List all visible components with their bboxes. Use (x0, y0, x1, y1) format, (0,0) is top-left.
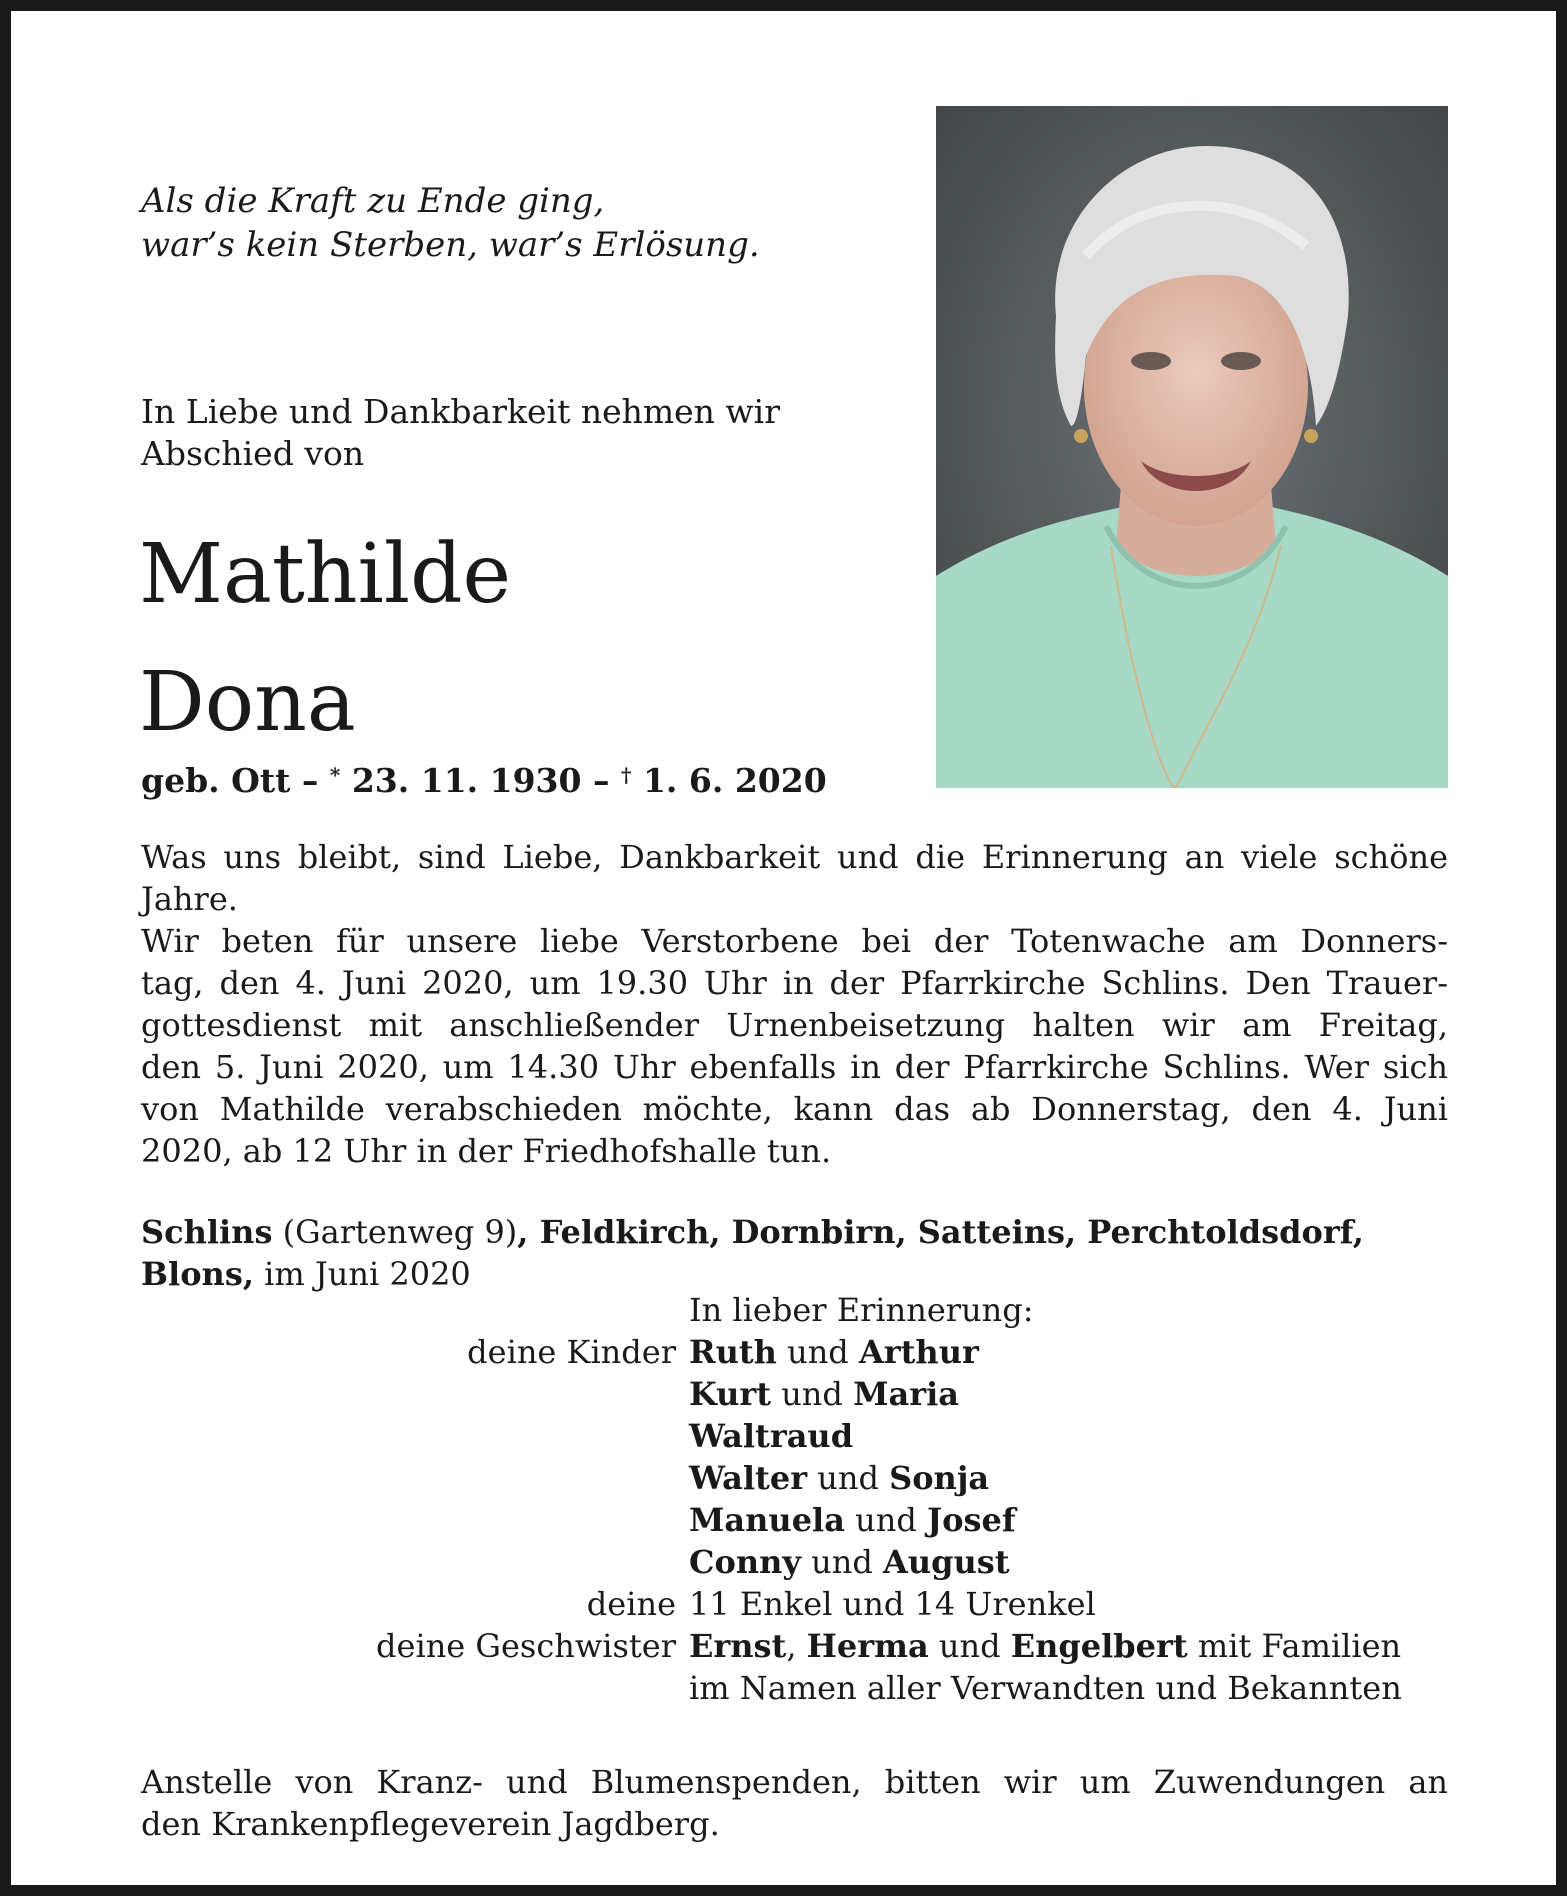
joiner: und (800, 1543, 883, 1581)
announcement-text (141, 836, 1448, 1172)
closing-line: Anstelle von Kranz- und Blumenspenden, bitten wir um Zuwendungen an (141, 1763, 1448, 1801)
body-line: Jahre. (141, 880, 238, 918)
place-main: Schlins (141, 1213, 273, 1251)
body-line: von Mathilde verabschieden möchte, kann das ab Donnerstag, den 4. Juni (141, 1090, 1448, 1128)
separator: , (786, 1627, 807, 1665)
family-row (141, 1625, 1448, 1667)
sibling-name: Ernst (689, 1627, 787, 1665)
body-line: tag, den 4. Juni 2020, um 19.30 Uhr in der Pfarrkirche Schlins. Den Trauer- (141, 964, 1448, 1002)
family-row (141, 1667, 1448, 1709)
life-dates (141, 753, 827, 803)
birth-date: 23. 11. 1930 (351, 761, 582, 800)
death-symbol: † (620, 763, 632, 787)
intro-text (141, 391, 780, 475)
dash: – (592, 761, 610, 800)
joiner: und (844, 1501, 927, 1539)
child-name: Walter (689, 1459, 808, 1497)
family-row (141, 1373, 1448, 1415)
place-address: (Gartenweg 9) (272, 1213, 518, 1251)
place-others: , Feldkirch, Dornbirn, Satteins, Perchtoldsdorf, (517, 1213, 1364, 1251)
body-line: den 5. Juni 2020, um 14.30 Uhr ebenfalls in der Pfarrkirche Schlins. Wer sich (141, 1048, 1448, 1086)
family-row (141, 1583, 1448, 1625)
body-line: Wir beten für unsere liebe Verstorbene bei der Totenwache am Donners- (141, 922, 1448, 960)
partner-name: Josef (926, 1501, 1016, 1539)
siblings-suffix: mit Familien (1187, 1627, 1402, 1665)
motto-line: war’s kein Sterben, war’s Erlösung. (141, 225, 760, 265)
children-label: deine Kinder (467, 1333, 676, 1371)
body-line: gottesdienst mit anschließender Urnenbeisetzung halten wir am Freitag, (141, 1006, 1448, 1044)
motto (141, 179, 760, 267)
family-row (141, 1499, 1448, 1541)
dash: – (301, 761, 319, 800)
family-row (141, 1415, 1448, 1457)
intro-line: In Liebe und Dankbarkeit nehmen wir (141, 392, 781, 431)
portrait-image (936, 106, 1448, 788)
child-name: Waltraud (689, 1417, 854, 1455)
grandchildren: 11 Enkel und 14 Urenkel (689, 1585, 1096, 1623)
partner-name: Maria (853, 1375, 959, 1413)
places-line (141, 1211, 1448, 1295)
joiner: und (807, 1459, 890, 1497)
body-line: 2020, ab 12 Uhr in der Friedhofshalle tun. (141, 1132, 832, 1170)
joiner: und (928, 1627, 1011, 1665)
first-name: Mathilde (139, 527, 512, 622)
joiner: und (771, 1375, 854, 1413)
child-name: Manuela (689, 1501, 845, 1539)
memory-label: In lieber Erinnerung: (689, 1291, 1034, 1329)
closing-line: den Krankenpflegeverein Jagdberg. (141, 1805, 720, 1843)
sibling-name: Herma (806, 1627, 929, 1665)
child-name: Conny (689, 1543, 801, 1581)
child-name: Kurt (689, 1375, 772, 1413)
place-last: Blons, (141, 1255, 254, 1293)
family-row (141, 1457, 1448, 1499)
sibling-name: Engelbert (1010, 1627, 1188, 1665)
intro-line: Abschied von (141, 434, 365, 473)
family-row (141, 1331, 1448, 1373)
portrait-photo (936, 106, 1448, 788)
place-date: im Juni 2020 (253, 1255, 471, 1293)
birth-symbol: * (329, 763, 341, 787)
closing-text (141, 1761, 1448, 1845)
partner-name: Sonja (889, 1459, 990, 1497)
partner-name: Arthur (858, 1333, 979, 1371)
siblings-label: deine Geschwister (376, 1627, 676, 1665)
family-row (141, 1541, 1448, 1583)
motto-line: Als die Kraft zu Ende ging, (141, 181, 605, 221)
body-line: Was uns bleibt, sind Liebe, Dankbarkeit und die Erinnerung an viele schöne (141, 838, 1448, 876)
grandchildren-label: deine (586, 1585, 676, 1623)
partner-name: August (882, 1543, 1010, 1581)
born-name: geb. Ott (141, 761, 291, 800)
deceased-name (139, 511, 511, 767)
family-list (141, 1331, 1448, 1709)
joiner: und (776, 1333, 859, 1371)
child-name: Ruth (689, 1333, 777, 1371)
last-name: Dona (139, 655, 356, 750)
death-date: 1. 6. 2020 (642, 761, 827, 800)
relatives-line: im Namen aller Verwandten und Bekannten (689, 1669, 1402, 1707)
